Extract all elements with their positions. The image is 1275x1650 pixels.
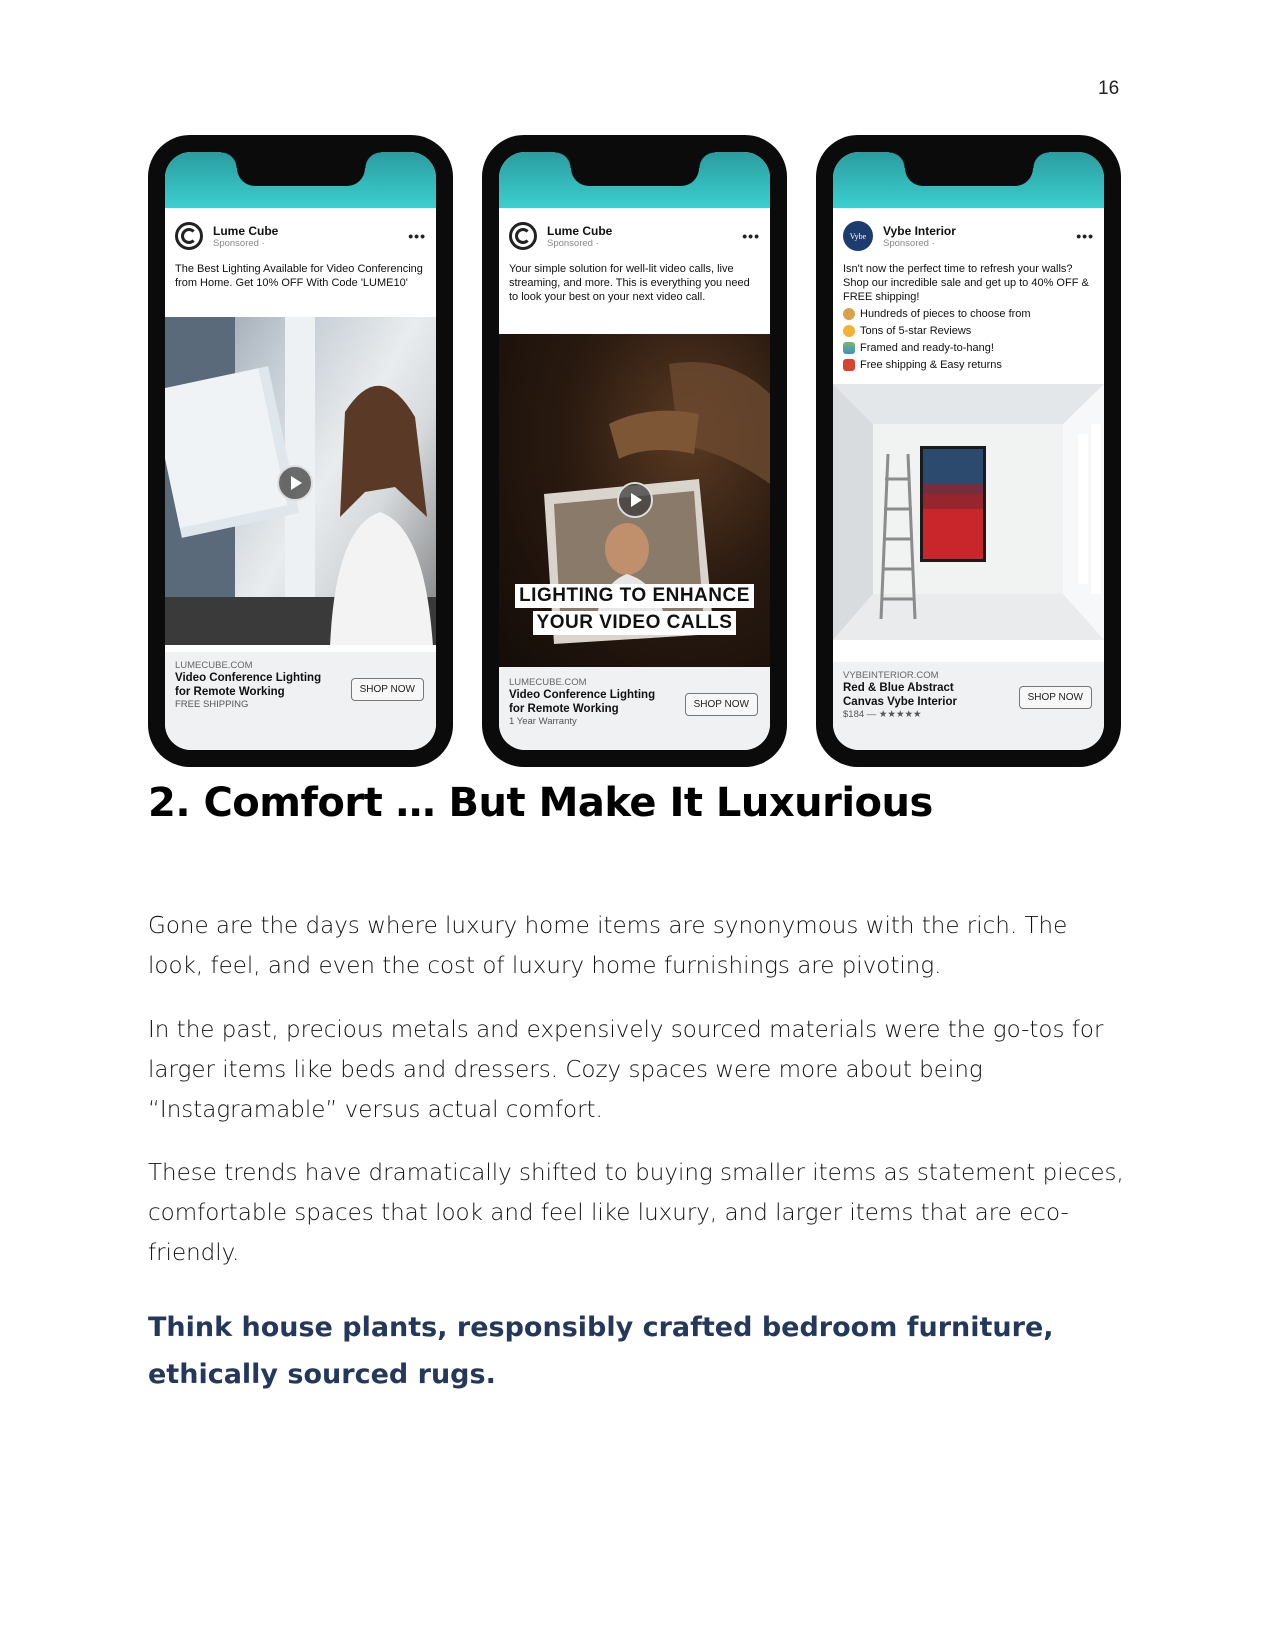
phone-screen bbox=[833, 152, 1104, 750]
cta-subtitle: $184 — ★★★★★ bbox=[843, 709, 922, 720]
paragraph-2: In the past, precious metals and expensively sourced materials were the go-tos for larger items like beds and dressers. Cozy spaces were more about being “Instagramable” versus actual comfort. bbox=[148, 1017, 1104, 1123]
more-options-icon[interactable]: ••• bbox=[1076, 228, 1094, 244]
lume-cube-logo-icon bbox=[509, 222, 537, 250]
lume-cube-logo-icon bbox=[175, 222, 203, 250]
cta-title[interactable]: Video Conference Lighting for Remote Working bbox=[509, 689, 656, 715]
sponsored-label: Sponsored · bbox=[547, 237, 599, 249]
sponsored-label: Sponsored · bbox=[213, 237, 265, 249]
callout-text: Think house plants, responsibly crafted bedroom furniture, ethically sourced rugs. bbox=[148, 1312, 1054, 1390]
ad-video-media[interactable] bbox=[165, 317, 436, 645]
bullet-item: Tons of 5-star Reviews bbox=[843, 324, 1094, 338]
bullet-item: Hundreds of pieces to choose from bbox=[843, 307, 1094, 321]
vybe-interior-logo-icon: Vybe bbox=[843, 221, 873, 251]
cta-domain: LUMECUBE.COM bbox=[509, 677, 587, 688]
phone-mockup-1 bbox=[148, 135, 453, 767]
phone-screen bbox=[165, 152, 436, 750]
shop-now-button[interactable]: SHOP NOW bbox=[685, 693, 758, 716]
ad-text: The Best Lighting Available for Video Conferencing from Home. Get 10% OFF With Code 'LUME10' bbox=[175, 263, 423, 289]
ad-video-media[interactable] bbox=[499, 334, 770, 675]
bullet-item: Framed and ready-to-hang! bbox=[843, 341, 1094, 355]
bullet-item: Free shipping & Easy returns bbox=[843, 358, 1094, 372]
gallery-painting-image bbox=[833, 384, 1104, 640]
caption-line-2: YOUR VIDEO CALLS bbox=[533, 611, 737, 635]
ad-product-image[interactable] bbox=[833, 384, 1104, 640]
sponsored-label: Sponsored · bbox=[883, 237, 935, 249]
star-struck-emoji-icon bbox=[843, 325, 855, 337]
section-heading: 2. Comfort … But Make It Luxurious bbox=[148, 780, 933, 826]
ad-brand-name[interactable]: Lume Cube bbox=[213, 223, 279, 238]
caption-line-1: LIGHTING TO ENHANCE bbox=[515, 584, 754, 608]
play-icon[interactable] bbox=[617, 482, 653, 518]
delivery-truck-emoji-icon bbox=[843, 359, 855, 371]
page-number: 16 bbox=[1098, 78, 1120, 99]
phone-notch bbox=[905, 152, 1033, 186]
ad-brand-name[interactable]: Vybe Interior bbox=[883, 223, 956, 238]
phone-screen bbox=[499, 152, 770, 750]
ad-text-intro: Isn't now the perfect time to refresh your walls? Shop our incredible sale and get up to 40% OFF & FREE shipping! bbox=[843, 263, 1089, 303]
ad-cta-bar bbox=[499, 667, 770, 750]
cta-subtitle: FREE SHIPPING bbox=[175, 699, 249, 710]
paragraph-3: These trends have dramatically shifted to buying smaller items as statement pieces, comfortable spaces that look and feel like luxury, and larger items that are eco-friendly. bbox=[148, 1160, 1124, 1266]
cta-title[interactable]: Video Conference Lighting for Remote Working bbox=[175, 672, 322, 698]
cta-domain: LUMECUBE.COM bbox=[175, 660, 253, 671]
phone-notch bbox=[237, 152, 365, 186]
cta-title[interactable]: Red & Blue Abstract Canvas Vybe Interior bbox=[843, 682, 957, 708]
ad-cta-bar bbox=[165, 652, 436, 750]
cta-subtitle: 1 Year Warranty bbox=[509, 716, 577, 727]
palette-emoji-icon bbox=[843, 308, 855, 320]
more-options-icon[interactable]: ••• bbox=[408, 228, 426, 244]
shop-now-button[interactable]: SHOP NOW bbox=[1019, 686, 1092, 709]
phone-mockup-3 bbox=[816, 135, 1121, 767]
ad-header bbox=[833, 208, 1104, 380]
ad-text: Your simple solution for well-lit video calls, live streaming, and more. This is everything you need to look your best on your next video call. bbox=[509, 263, 750, 303]
ad-brand-name[interactable]: Lume Cube bbox=[547, 223, 613, 238]
framed-picture-emoji-icon bbox=[843, 342, 855, 354]
play-icon[interactable] bbox=[277, 465, 313, 501]
ad-cta-bar bbox=[833, 662, 1104, 750]
ad-header bbox=[165, 208, 436, 298]
ad-text bbox=[843, 262, 1094, 372]
video-caption-overlay bbox=[499, 584, 770, 635]
ad-header bbox=[499, 208, 770, 312]
cta-domain: VYBEINTERIOR.COM bbox=[843, 670, 939, 681]
shop-now-button[interactable]: SHOP NOW bbox=[351, 678, 424, 701]
phone-notch bbox=[571, 152, 699, 186]
paragraph-1: Gone are the days where luxury home items are synonymous with the rich. The look, feel, and even the cost of luxury home furnishings are pivoting. bbox=[148, 913, 1068, 979]
phone-mockup-2 bbox=[482, 135, 787, 767]
more-options-icon[interactable]: ••• bbox=[742, 228, 760, 244]
